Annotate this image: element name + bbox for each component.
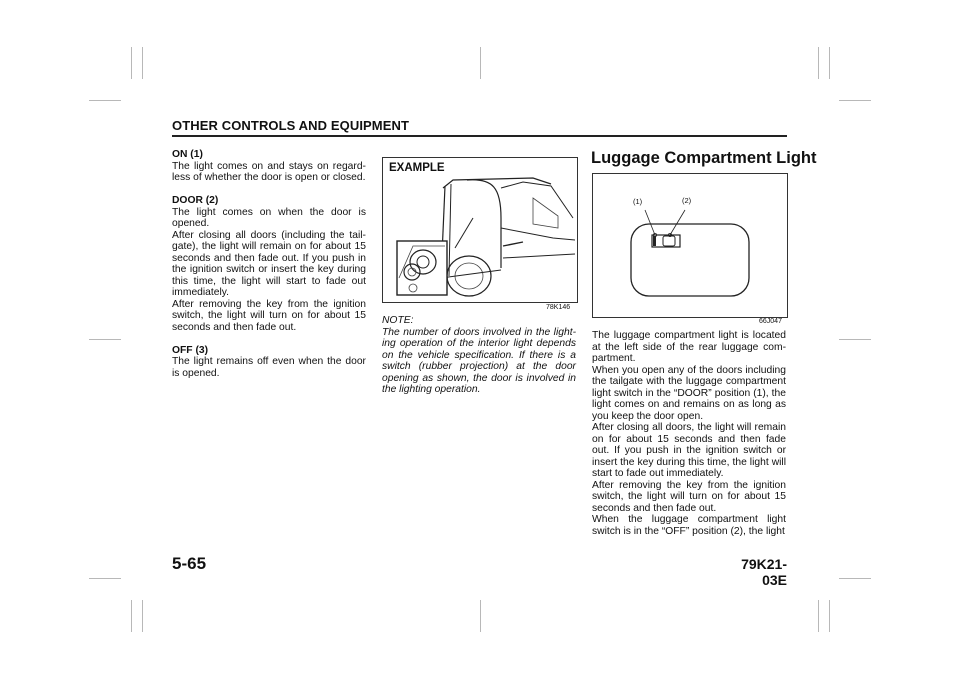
section-heading: Luggage Compartment Light <box>591 149 817 167</box>
document-code: 79K21-03E <box>741 556 787 588</box>
crop-mark <box>818 47 819 79</box>
body-paragraph: When you open any of the doors including the tailgate with the luggage compartment light switch in the “DOOR” position (1), the light comes on and remains on as long as you keep the door open. <box>592 364 786 422</box>
figure-code: 78K146 <box>546 304 571 311</box>
callout-1: (1) <box>633 197 643 206</box>
crop-mark <box>142 47 143 79</box>
body-paragraph: After closing all doors, the light will remain on for about 15 seconds and then fade out. If you push in the ignition switch or insert the key during this time, the light will start to fade out immediately. <box>592 422 786 479</box>
note <box>382 315 576 396</box>
door-text: After closing all doors (including the tail-gate), the light will remain on for about 15 seconds and then fade out. If you push in the ignition switch or insert the key during this time, the light will start to fade out immediately. <box>172 229 366 298</box>
crop-mark <box>142 600 143 632</box>
crop-mark <box>89 578 121 579</box>
crop-mark <box>839 339 871 340</box>
door-heading: DOOR (2) <box>172 195 219 206</box>
off-text: The light remains off even when the door is opened. <box>172 356 366 379</box>
note-label: NOTE: <box>382 315 414 326</box>
off-heading: OFF (3) <box>172 344 209 356</box>
body-paragraph: After removing the key from the ignition switch, the light will turn on for about 15 seconds and then fade out. <box>592 479 786 514</box>
body-paragraph: When the luggage compartment light switch is in the “OFF” position (2), the light <box>592 514 786 537</box>
crop-mark <box>818 600 819 632</box>
door-text: After removing the key from the ignition switch, the light will turn on for about 15 seconds and then fade out. <box>172 298 366 333</box>
left-column <box>172 149 366 379</box>
door-text: The light comes on when the door is opened. <box>172 206 366 229</box>
callout-2: (2) <box>682 196 692 205</box>
page-header-title: OTHER CONTROLS AND EQUIPMENT <box>172 118 410 133</box>
crop-mark <box>89 339 121 340</box>
crop-mark <box>480 600 481 632</box>
header-rule <box>172 135 787 137</box>
luggage-light-figure <box>592 173 788 318</box>
on-heading: ON (1) <box>172 149 203 160</box>
right-column-body <box>592 330 786 537</box>
crop-mark <box>839 578 871 579</box>
note-text: The number of doors involved in the light-ing operation of the interior light depends on the vehicle specification. If there is a switch (rubber projection) at the door opening as shown, the door is involved in the lighting operation. <box>382 326 576 395</box>
vehicle-rear-illustration <box>383 158 577 302</box>
crop-mark <box>89 100 121 101</box>
crop-mark <box>131 600 132 632</box>
body-paragraph: The luggage compartment light is located at the left side of the rear luggage com-partment. <box>592 330 786 364</box>
crop-mark <box>829 47 830 79</box>
figure-code: 66J047 <box>759 318 782 325</box>
tailgate-switch-figure <box>382 157 578 303</box>
crop-mark <box>829 600 830 632</box>
figure-label: EXAMPLE <box>389 162 445 174</box>
crop-mark <box>839 100 871 101</box>
page-number: 5-65 <box>172 554 207 573</box>
crop-mark <box>480 47 481 79</box>
crop-mark <box>131 47 132 79</box>
on-text: The light comes on and stays on regard-less of whether the door is open or closed. <box>172 160 366 183</box>
